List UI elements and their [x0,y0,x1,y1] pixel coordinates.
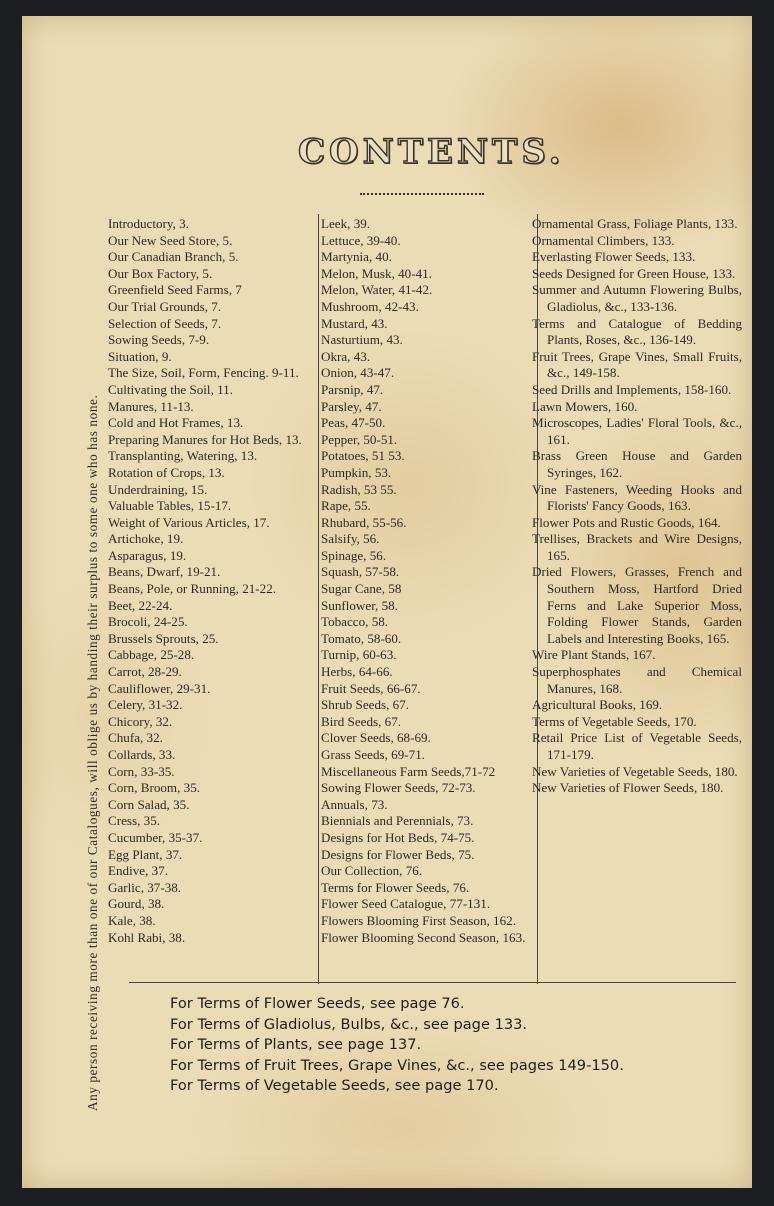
contents-entry: Grass Seeds, 69-71. [321,747,426,762]
contents-entry: Radish, 53 55. [321,481,397,497]
contents-entry: Brass Green House and Garden Syringes, 162. [532,448,742,480]
contents-entry: Dried Flowers, Grasses, French and Southern Moss, Hartford Dried Ferns and Lake Superior Moss, Folding Flower Stands, Garden Labels and Interesting Books, 165. [532,564,742,646]
contents-entry: Seeds Designed for Green House, 133. [532,265,736,281]
contents-entry: Our Box Factory, 5. [108,265,213,281]
contents-entry: Weight of Various Articles, 17. [108,514,270,530]
contents-entry: Fruit Trees, Grape Vines, Small Fruits, &c., 149-158. [532,348,742,381]
contents-entry: Martynia, 40. [321,249,392,265]
contents-entry: Terms of Vegetable Seeds, 170. [532,713,697,729]
contents-entry: Potatoes, 51 53. [321,448,405,464]
contents-entry: Melon, Water, 41-42. [321,282,433,298]
contents-entry: Lettuce, 39-40. [321,232,401,248]
contents-entry: Sowing Flower Seeds, 72-73. [321,780,476,796]
terms-line: For Terms of Plants, see page 137. [170,1036,422,1054]
contents-entry: Chicory, 32. [108,713,173,729]
contents-entry: Cultivating the Soil, 11. [108,381,233,397]
contents-entry: Miscellaneous Farm Seeds,71-72 [321,763,496,779]
contents-entry: Brocoli, 24-25. [108,614,188,630]
contents-entry: Garlic, 37-38. [108,879,182,895]
contents-entry: Terms for Flower Seeds, 76. [321,879,470,895]
contents-entry: Spinage, 56. [321,547,387,563]
contents-entry: New Varieties of Flower Seeds, 180. [532,780,724,796]
contents-entry: Introductory, 3. [108,216,189,231]
contents-entry: Onion, 43-47. [321,365,395,381]
contents-column-2 [321,216,531,946]
contents-entry: Parsley, 47. [321,398,382,414]
contents-entry: Brussels Sprouts, 25. [108,630,219,646]
contents-entry: Endive, 37. [108,863,169,879]
contents-entry: Herbs, 64-66. [321,664,393,680]
terms-block [170,994,740,1097]
contents-entry: Preparing Manures for Hot Beds, 13. [108,431,302,447]
contents-entry: Microscopes, Ladies' Floral Tools, &c., 161. [532,415,742,447]
contents-entry: Trellises, Brackets and Wire Designs, 165. [532,531,742,563]
contents-entry: Tobacco, 58. [321,614,389,630]
contents-entry: Tomato, 58-60. [321,630,402,646]
terms-line: For Terms of Vegetable Seeds, see page 170. [170,1077,499,1095]
contents-entry: Beans, Pole, or Running, 21-22. [108,581,277,597]
contents-entry: Pumpkin, 53. [321,464,392,480]
contents-entry: Lawn Mowers, 160. [532,398,638,414]
contents-entry: Asparagus, 19. [108,547,187,563]
contents-entry: New Varieties of Vegetable Seeds, 180. [532,763,738,779]
contents-entry: Agricultural Books, 169. [532,697,663,713]
contents-entry: Cold and Hot Frames, 13. [108,415,244,431]
contents-entry: Ornamental Climbers, 133. [532,232,675,248]
contents-entry: Everlasting Flower Seeds, 133. [532,249,696,265]
contents-entry: Egg Plant, 37. [108,846,183,862]
contents-entry: Superphosphates and Chemical Manures, 168. [532,664,742,696]
contents-entry: Salsify, 56. [321,531,380,547]
contents-entry: Pepper, 50-51. [321,431,398,447]
contents-entry: Chufa, 32. [108,730,163,746]
terms-line: For Terms of Gladiolus, Bulbs, &c., see page 133. [170,1015,528,1033]
contents-entry: Rape, 55. [321,498,371,514]
contents-entry: Fruit Seeds, 66-67. [321,680,421,696]
contents-entry: Flower Pots and Rustic Goods, 164. [532,514,721,530]
contents-entry: Peas, 47-50. [321,415,386,431]
contents-entry: Annuals, 73. [321,796,388,812]
contents-entry: Our Trial Grounds, 7. [108,298,222,314]
contents-entry: Corn Salad, 35. [108,796,190,812]
contents-entry: Clover Seeds, 68-69. [321,730,431,746]
contents-entry: Flowers Blooming First Season, 162. [321,912,516,928]
contents-entry: Seed Drills and Implements, 158-160. [532,381,732,397]
column-divider [318,214,319,984]
contents-entry: Gourd, 38. [108,896,165,912]
contents-entry: Melon, Musk, 40-41. [321,265,432,281]
contents-entry: Greenfield Seed Farms, 7 [108,282,242,298]
contents-entry: Situation, 9. [108,348,172,364]
contents-entry: Sunflower, 58. [321,597,398,613]
contents-entry: Mustard, 43. [321,315,388,331]
contents-entry: Our Canadian Branch, 5. [108,249,239,265]
contents-entry: Mushroom, 42-43. [321,298,419,314]
terms-line: For Terms of Flower Seeds, see page 76. [170,995,465,1012]
contents-entry: The Size, Soil, Form, Fencing. 9-11. [108,365,299,381]
contents-column-3 [532,216,742,797]
contents-entry: Wire Plant Stands, 167. [532,647,656,663]
contents-entry: Corn, Broom, 35. [108,780,201,796]
contents-entry: Rotation of Crops, 13. [108,464,225,480]
contents-entry: Designs for Flower Beds, 75. [321,846,475,862]
contents-entry: Transplanting, Watering, 13. [108,448,258,464]
contents-entry: Kale, 38. [108,912,156,928]
contents-entry: Squash, 57-58. [321,564,400,580]
contents-entry: Cauliflower, 29-31. [108,680,211,696]
contents-entry: Cabbage, 25-28. [108,647,195,663]
terms-line: For Terms of Fruit Trees, Grape Vines, &c., see pages 149-150. [170,1056,624,1074]
contents-entry: Beans, Dwarf, 19-21. [108,564,221,580]
contents-entry: Manures, 11-13. [108,398,194,414]
contents-entry: Terms and Catalogue of Bedding Plants, Roses, &c., 136-149. [532,315,742,348]
contents-entry: Leek, 39. [321,216,371,231]
contents-entry: Beet, 22-24. [108,597,173,613]
page-title: CONTENTS. [298,132,565,172]
terms-divider [129,982,736,983]
contents-entry: Carrot, 28-29. [108,664,182,680]
contents-entry: Flower Seed Catalogue, 77-131. [321,896,491,912]
contents-entry: Retail Price List of Vegetable Seeds, 171-179. [532,730,742,762]
contents-entry: Our New Seed Store, 5. [108,232,233,248]
contents-entry: Valuable Tables, 15-17. [108,498,232,514]
contents-column-1 [108,216,314,946]
contents-entry: Ornamental Grass, Foliage Plants, 133. [532,216,738,231]
contents-entry: Artichoke, 19. [108,531,184,547]
contents-entry: Okra, 43. [321,348,371,364]
catalogue-page [22,16,752,1188]
contents-entry: Cucumber, 35-37. [108,829,203,845]
contents-entry: Cress, 35. [108,813,161,829]
title-dotted-rule [360,193,484,195]
contents-entry: Underdraining, 15. [108,481,208,497]
contents-entry: Sowing Seeds, 7-9. [108,332,210,348]
contents-entry: Celery, 31-32. [108,697,183,713]
contents-entry: Parsnip, 47. [321,381,384,397]
contents-entry: Summer and Autumn Flowering Bulbs, Gladiolus, &c., 133-136. [532,282,742,314]
contents-entry: Vine Fasteners, Weeding Hooks and Florists' Fancy Goods, 163. [532,481,742,514]
contents-entry: Corn, 33-35. [108,763,175,779]
contents-entry: Designs for Hot Beds, 74-75. [321,829,475,845]
contents-entry: Nasturtium, 43. [321,332,403,348]
contents-entry: Biennials and Perennials, 73. [321,813,474,829]
contents-entry: Selection of Seeds, 7. [108,315,222,331]
side-note: Any person receiving more than one of our Catalogues, will oblige us by handing their surplus to some one who has none. [85,394,100,1111]
contents-entry: Sugar Cane, 58 [321,581,402,597]
contents-entry: Turnip, 60-63. [321,647,397,663]
contents-entry: Flower Blooming Second Season, 163. [321,929,526,945]
contents-entry: Collards, 33. [108,747,176,762]
contents-entry: Rhubard, 55-56. [321,514,407,530]
contents-entry: Our Collection, 76. [321,863,423,879]
contents-entry: Kohl Rabi, 38. [108,929,186,945]
contents-entry: Shrub Seeds, 67. [321,697,410,713]
contents-entry: Bird Seeds, 67. [321,713,402,729]
